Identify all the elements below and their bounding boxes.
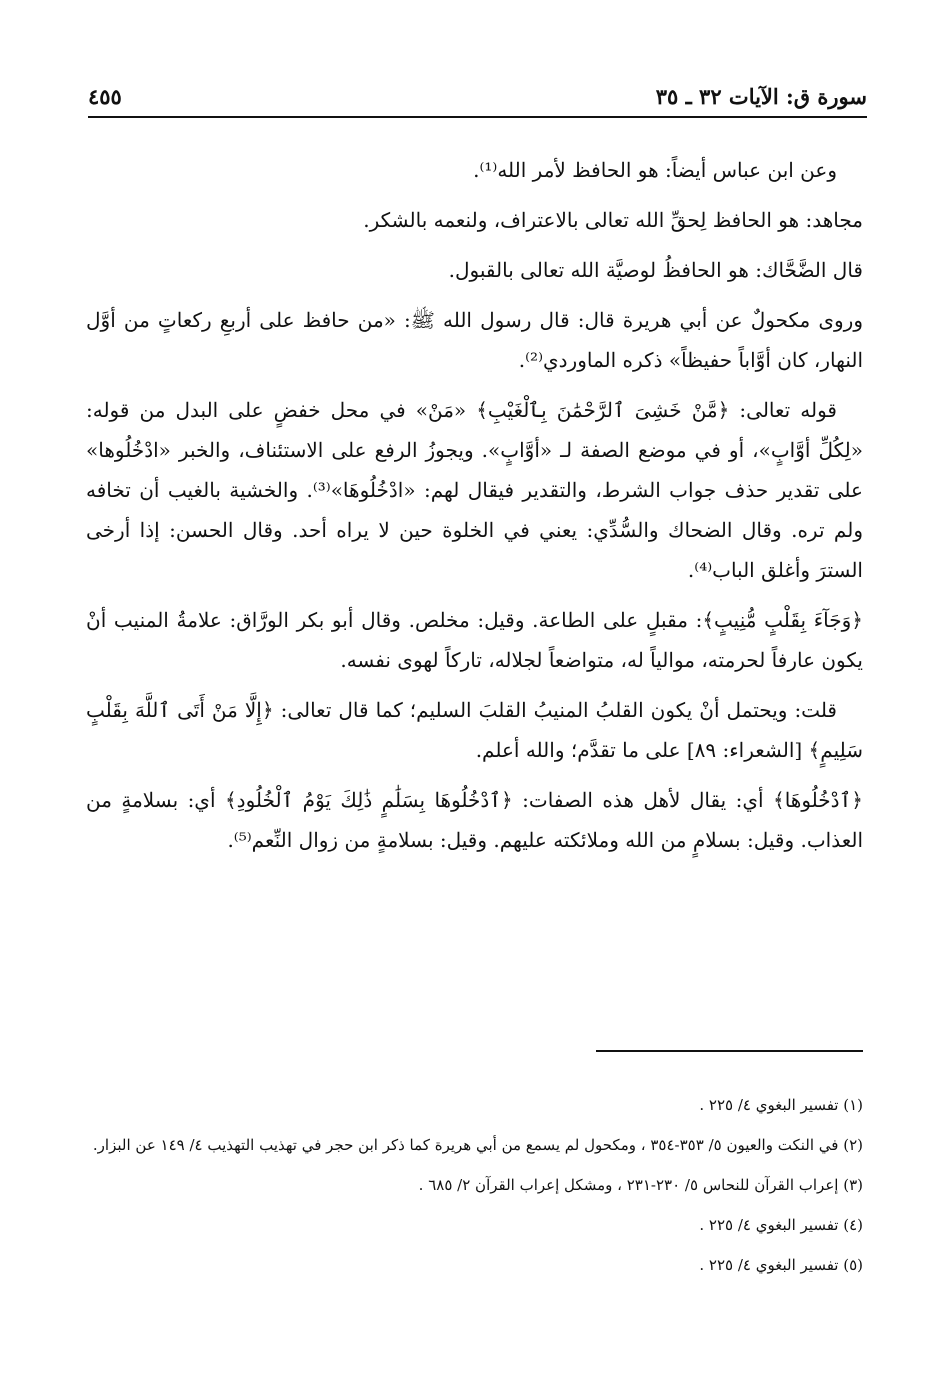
footnote: (٥) تفسير البغوي ٤/ ٢٢٥ . [699, 1256, 863, 1274]
footnotes [86, 1090, 863, 1290]
paragraph: قوله تعالى: ﴿مَّنْ خَشِىَ ٱلرَّحْمَٰنَ بِٱلْغَيْبِ﴾ «مَنْ» في محل خفضٍ على البدل من قوله: «لِكُلِّ أوَّابٍ»، أو في موضع الصفة لـ «أوَّابٍ». ويجوزُ الرفع على الاستئناف، والخبر «ادْخُلُوها» على تقدير حذف جواب الشرط، والتقدير فيقال لهم: «ادْخُلُوهَا»⁽³⁾. والخشية بالغيب أن تخافه ولم تره. وقال الضحاك والسُّدِّي: يعني في الخلوة حين لا يراه أحد. وقال الحسن: إذا أرخى السترَ وأغلق الباب⁽⁴⁾. [86, 398, 863, 582]
paragraph: وروى مكحولٌ عن أبي هريرة قال: قال رسول الله ﷺ: «من حافظ على أربعِ ركعاتٍ من أوَّل النهار، كان أوَّاباً حفيظاً» ذكره الماوردي⁽²⁾. [86, 308, 863, 372]
header-title: سورة ق: الآيات ٣٢ ـ ٣٥ [655, 84, 867, 109]
page-number: ٤٥٥ [88, 84, 122, 109]
paragraph: ﴿وَجَآءَ بِقَلْبٍ مُّنِيبٍ﴾: مقبلٍ على الطاعة. وقيل: مخلص. وقال أبو بكر الورَّاق: علامةُ المنيب أنْ يكون عارفاً لحرمته، موالياً له، متواضعاً لجلاله، تاركاً لهوى نفسه. [86, 608, 863, 672]
footnote: (٣) إعراب القرآن للنحاس ٥/ ٢٣٠-٢٣١ ، ومشكل إعراب القرآن ٢/ ٦٨٥ . [418, 1176, 863, 1194]
paragraph: قال الضَّحَّاك: هو الحافظُ لوصيَّة الله تعالى بالقبول. [448, 258, 863, 282]
paragraph: قلت: ويحتمل أنْ يكون القلبُ المنيبُ القلبَ السليم؛ كما قال تعالى: ﴿إِلَّا مَنْ أَتَى ٱللَّهَ بِقَلْبٍ سَلِيمٍ﴾ [الشعراء: ٨٩] على ما تقدَّم؛ والله أعلم. [86, 698, 863, 762]
footnote: (٢) في النكت والعيون ٥/ ٣٥٣-٣٥٤ ، ومكحول لم يسمع من أبي هريرة كما ذكر ابن حجر في تهذيب التهذيب ٤/ ١٤٩ عن البزار. [92, 1136, 863, 1154]
paragraph: ﴿ٱدْخُلُوهَا﴾ أي: يقال لأهل هذه الصفات: ﴿ٱدْخُلُوهَا بِسَلَٰمٍ ذَٰلِكَ يَوْمُ ٱلْخُلُودِ﴾ أي: بسلامةٍ من العذاب. وقيل: بسلامٍ من الله وملائكته عليهم. وقيل: بسلامةٍ من زوال النِّعم⁽⁵⁾. [86, 788, 863, 852]
running-header [88, 84, 867, 118]
main-text [86, 150, 863, 870]
paragraph: مجاهد: هو الحافظ لِحقِّ الله تعالى بالاعتراف، ولنعمه بالشكر. [363, 208, 863, 232]
footnote-separator [596, 1050, 863, 1052]
footnote: (٤) تفسير البغوي ٤/ ٢٢٥ . [699, 1216, 863, 1234]
paragraph: وعن ابن عباس أيضاً: هو الحافظ لأمر الله⁽¹⁾. [473, 158, 837, 182]
footnote: (١) تفسير البغوي ٤/ ٢٢٥ . [699, 1096, 863, 1114]
